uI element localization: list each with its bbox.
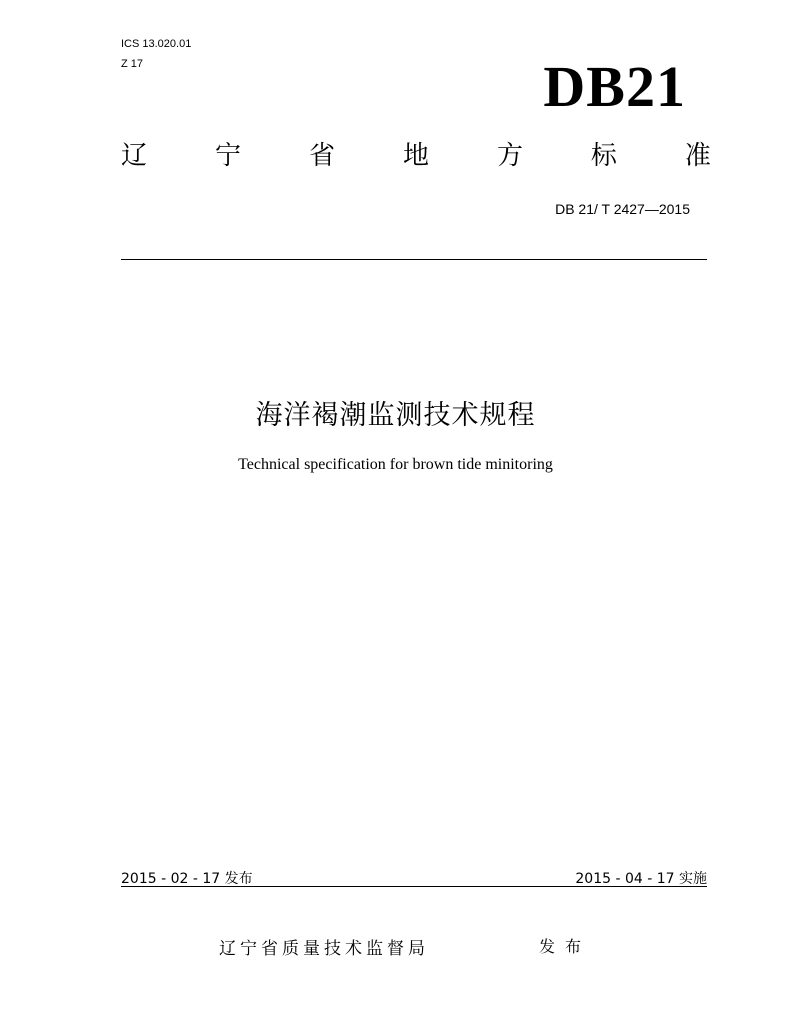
issue-label: 发布 (539, 937, 592, 956)
standard-type-char: 省 (308, 141, 335, 171)
standard-type-char: 准 (684, 141, 711, 171)
ics-code: ICS 13.020.01 (121, 38, 192, 50)
standard-type-title (121, 143, 711, 169)
standard-type-char: 地 (402, 141, 429, 171)
standard-type-char: 辽 (121, 141, 148, 171)
standard-type-char: 宁 (214, 141, 241, 171)
top-divider (121, 259, 707, 260)
document-title-chinese: 海洋褐潮监测技术规程 (255, 400, 536, 431)
publish-date: 2015 - 02 - 17 发布 (121, 871, 253, 887)
standard-type-char: 标 (590, 141, 617, 171)
db-logo: DB21 (543, 54, 686, 119)
issuing-authority: 辽宁省质量技术监督局 (219, 939, 429, 959)
standard-type-char: 方 (496, 141, 523, 171)
document-title-english: Technical specification for brown tide minitoring (238, 456, 553, 473)
standard-code: DB 21/ T 2427—2015 (555, 201, 690, 217)
implement-date: 2015 - 04 - 17 实施 (575, 871, 707, 887)
category-code: Z 17 (121, 58, 144, 70)
bottom-divider (121, 886, 707, 887)
